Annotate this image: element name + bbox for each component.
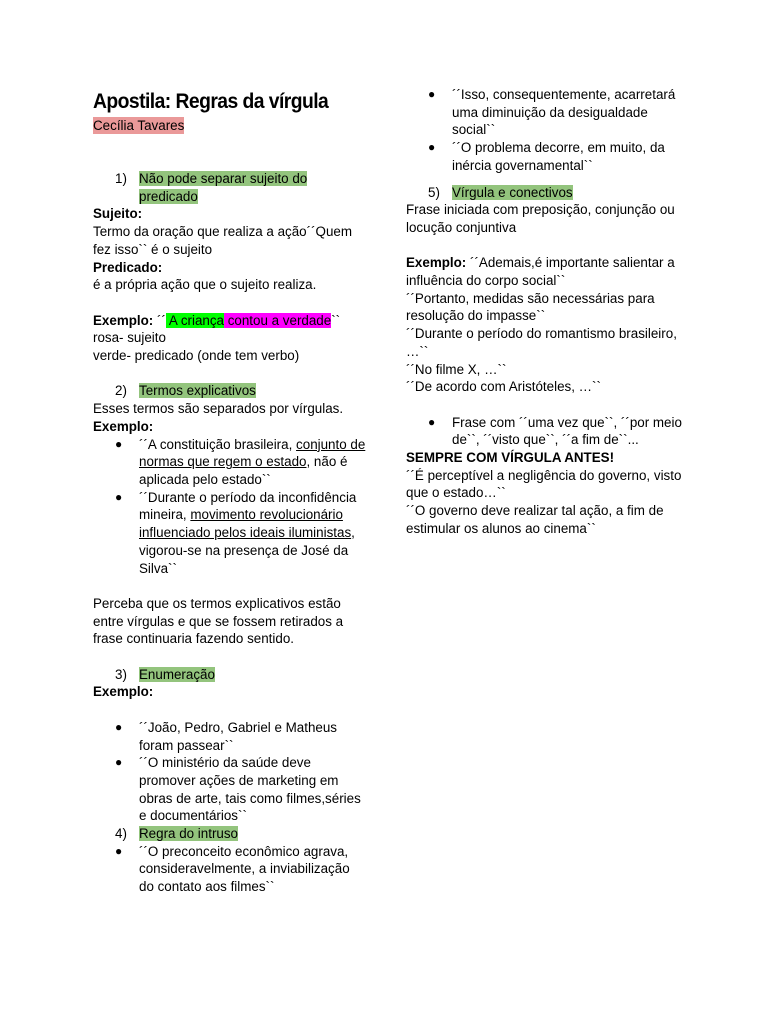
list-item: ● ´´João, Pedro, Gabriel e Matheus foram passear`` bbox=[115, 719, 337, 753]
example-1-note-subject: rosa- sujeito bbox=[93, 330, 166, 346]
list-item: ● ´´Durante o período da inconfidência mineira, movimento revolucionário influenciado pelos ideais iluministas, vigorou-se na presença de José da Silva`` bbox=[115, 489, 357, 576]
right-column bbox=[406, 86, 686, 538]
section-2-number: 2) bbox=[115, 383, 127, 399]
bullet-icon: ● bbox=[428, 87, 436, 101]
example-line: ´´No filme X, …`` bbox=[406, 361, 507, 377]
example-1-note-predicate: verde- predicado (onde tem verbo) bbox=[93, 348, 300, 364]
section-3-example-label: Exemplo: bbox=[93, 684, 154, 700]
section-2-example-label: Exemplo: bbox=[93, 418, 154, 434]
list-item: ● ´´O ministério da saúde deve promover ações de marketing em obras de arte, tais como filmes,séries e documentários`` bbox=[115, 755, 361, 824]
author-name: Cecília Tavares bbox=[93, 118, 185, 133]
section-1-title: Não pode separar sujeito do predicado bbox=[139, 171, 308, 204]
section-1-heading bbox=[93, 170, 368, 205]
section-3-title: Enumeração bbox=[139, 666, 215, 682]
section-4-heading bbox=[93, 825, 368, 843]
example-1-label: Exemplo: bbox=[93, 312, 154, 328]
section-3-heading bbox=[93, 666, 368, 684]
section-5-text: Frase iniciada com preposição, conjunção ou locução conjuntiva bbox=[406, 202, 675, 235]
section-2-heading bbox=[93, 382, 368, 400]
bullet-icon: ● bbox=[115, 489, 123, 504]
sujeito-label: Sujeito: bbox=[93, 206, 143, 222]
page-title: Apostila: Regras da vírgula bbox=[93, 90, 329, 113]
list-item: ● Frase com ´´uma vez que``, ´´por meio de``, ´´visto que``, ´´a fim de``... bbox=[428, 414, 682, 448]
predicado-text: é a própria ação que o sujeito realiza. bbox=[93, 277, 317, 293]
bullet-icon: ● bbox=[115, 719, 123, 734]
section-3-number: 3) bbox=[115, 666, 127, 682]
section-5-example-label: Exemplo: bbox=[406, 255, 467, 271]
always-comma-note: SEMPRE COM VÍRGULA ANTES! bbox=[406, 450, 615, 466]
sujeito-text: Termo da oração que realiza a ação´´Quem fez isso`` é o sujeito bbox=[93, 224, 353, 257]
left-column bbox=[93, 88, 368, 896]
underlined-explanatory-term: movimento revolucionário influenciado pelos ideais iluministas bbox=[139, 507, 352, 541]
section-2-note: Perceba que os termos explicativos estão entre vírgulas e que se fossem retirados a frase continuaria fazendo sentido. bbox=[93, 595, 344, 647]
list-item: ● ´´Isso, consequentemente, acarretará uma diminuição da desigualdade social`` bbox=[428, 87, 676, 138]
example-line: ´´De acordo com Aristóteles, …`` bbox=[406, 379, 601, 395]
list-item: ● ´´A constituição brasileira, conjunto de normas que regem o estado, não é aplicada pelo estado`` bbox=[115, 436, 366, 487]
section-5-heading bbox=[406, 184, 686, 202]
example-line: ´´Durante o período do romantismo brasileiro, …`` bbox=[406, 326, 677, 359]
section-5-number: 5) bbox=[428, 184, 440, 200]
bullet-icon: ● bbox=[115, 843, 123, 858]
section-5-example: Exemplo: ´´Ademais,é importante salientar a influência do corpo social`` bbox=[406, 255, 675, 289]
example-1-subject: A criança bbox=[165, 312, 224, 328]
example-line: ´´É perceptível a negligência do governo, visto que o estado…`` bbox=[406, 467, 682, 501]
list-item: ● ´´O preconceito econômico agrava, consideravelmente, a inviabilização do contato aos filmes`` bbox=[115, 843, 350, 895]
section-4-number: 4) bbox=[115, 826, 127, 842]
section-4-title: Regra do intruso bbox=[139, 826, 238, 842]
bullet-icon: ● bbox=[115, 436, 123, 451]
predicado-label: Predicado: bbox=[93, 259, 163, 275]
example-line: ´´O governo deve realizar tal ação, a fim de estimular os alunos ao cinema`` bbox=[406, 503, 664, 536]
example-line: ´´Portanto, medidas são necessárias para resolução do impasse`` bbox=[406, 290, 655, 324]
section-1-number: 1) bbox=[115, 171, 127, 187]
bullet-icon: ● bbox=[428, 140, 436, 155]
section-2-title: Termos explicativos bbox=[139, 383, 256, 399]
list-item: ● ´´O problema decorre, em muito, da inércia governamental`` bbox=[428, 140, 665, 173]
bullet-icon: ● bbox=[115, 755, 123, 770]
bullet-icon: ● bbox=[428, 414, 436, 429]
example-1: Exemplo: ´´ A criança contou a verdade`` bbox=[93, 312, 341, 328]
example-1-predicate: contou a verdade bbox=[223, 312, 332, 328]
underlined-explanatory-term: conjunto de normas que regem o estado bbox=[139, 436, 366, 470]
section-5-title: Vírgula e conectivos bbox=[452, 184, 573, 200]
section-2-text: Esses termos são separados por vírgulas. bbox=[93, 401, 344, 417]
